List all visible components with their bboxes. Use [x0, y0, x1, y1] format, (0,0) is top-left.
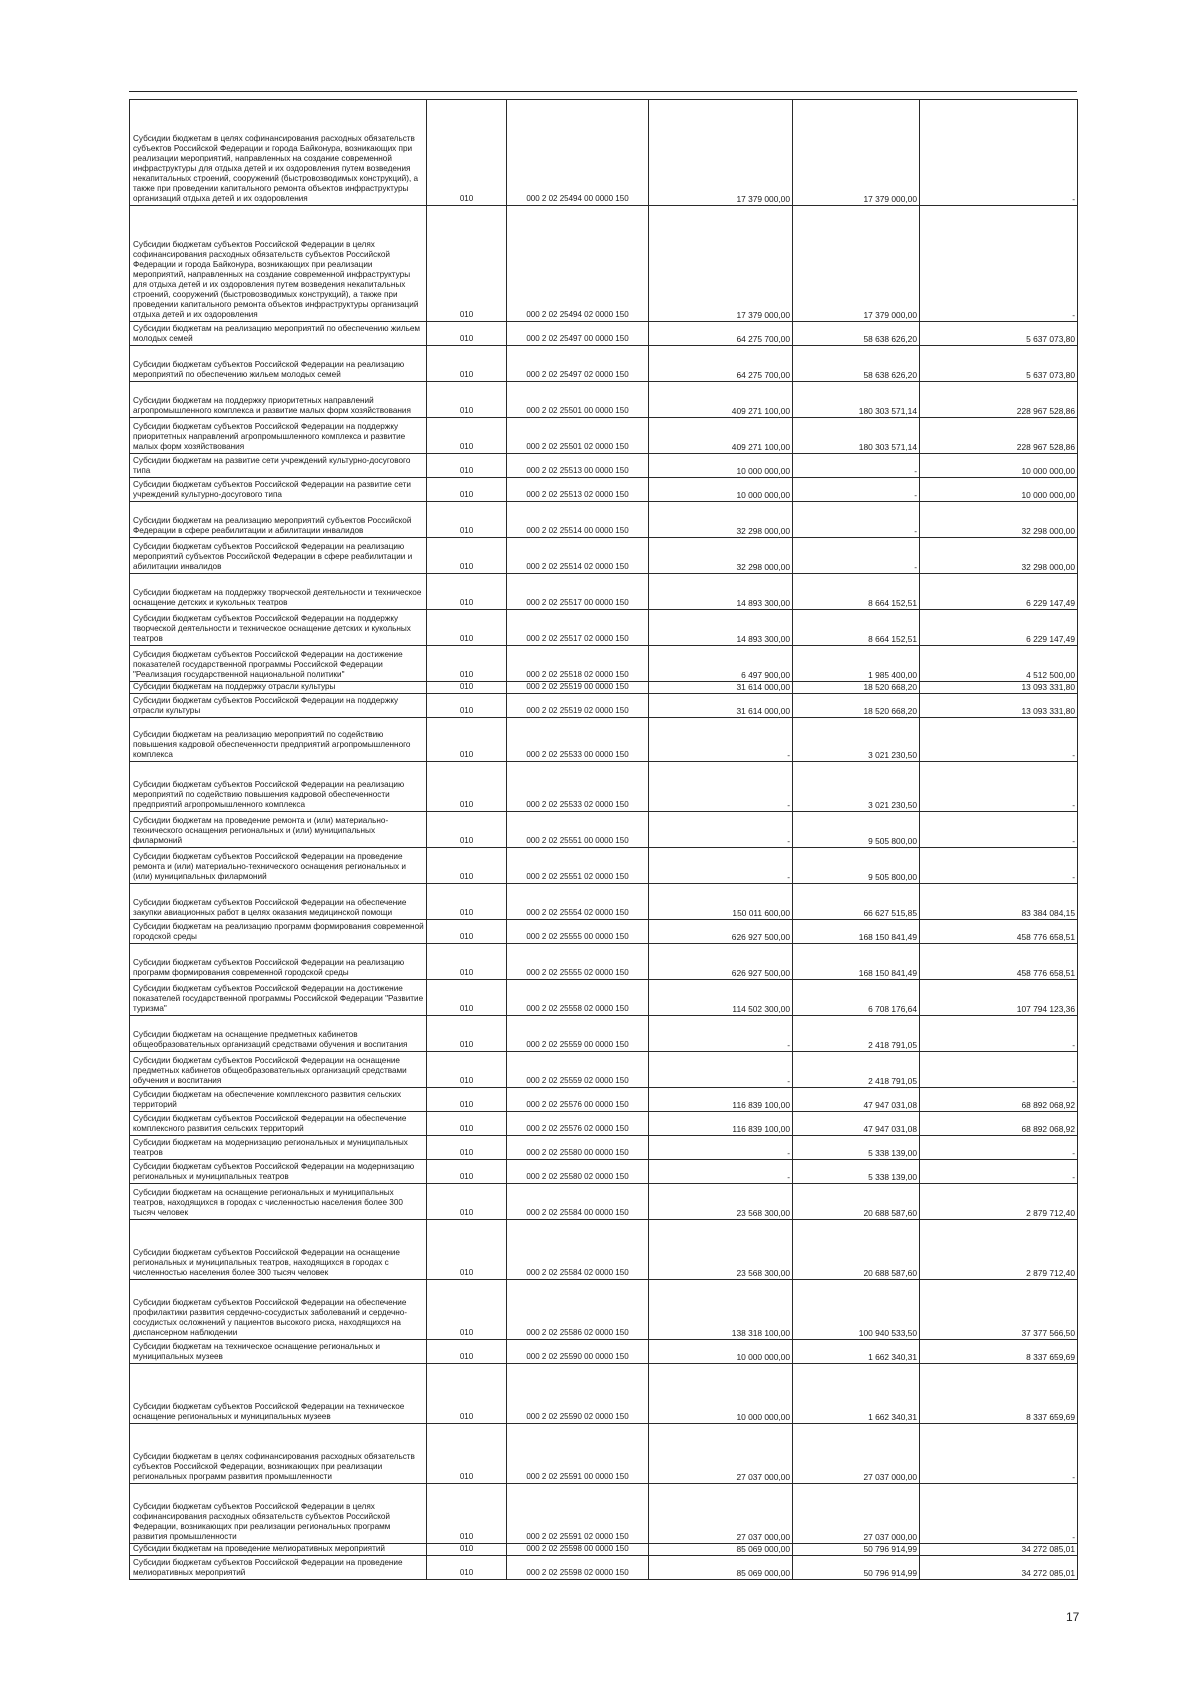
row-executed-amount: 6 708 176,64 — [793, 980, 920, 1016]
table-row — [130, 1556, 1078, 1580]
row-kbk: 000 2 02 25576 00 0000 150 — [507, 1088, 649, 1112]
row-approved-amount: 32 298 000,00 — [649, 502, 793, 538]
row-executed-amount: 180 303 571,14 — [793, 418, 920, 454]
row-approved-amount: 23 568 300,00 — [649, 1184, 793, 1220]
row-name: Субсидии бюджетам на поддержку отрасли культуры — [130, 682, 427, 694]
row-name: Субсидия бюджетам субъектов Российской Федерации на достижение показателей государственной программы Российской Федерации "Реализация государственной национальной политики" — [130, 646, 427, 682]
row-unexecuted-amount: 32 298 000,00 — [920, 538, 1078, 574]
row-executed-amount: 27 037 000,00 — [793, 1424, 920, 1484]
row-name: Субсидии бюджетам на развитие сети учреждений культурно-досугового типа — [130, 454, 427, 478]
table-row — [130, 1160, 1078, 1184]
row-approved-amount: 17 379 000,00 — [649, 206, 793, 322]
row-unexecuted-amount: 68 892 068,92 — [920, 1088, 1078, 1112]
row-code: 010 — [427, 920, 507, 944]
row-kbk: 000 2 02 25497 02 0000 150 — [507, 346, 649, 382]
table-row — [130, 646, 1078, 682]
row-unexecuted-amount: - — [920, 1052, 1078, 1088]
table-row — [130, 1136, 1078, 1160]
row-code: 010 — [427, 884, 507, 920]
row-unexecuted-amount: 8 337 659,69 — [920, 1364, 1078, 1424]
row-executed-amount: 27 037 000,00 — [793, 1484, 920, 1544]
row-code: 010 — [427, 538, 507, 574]
row-code: 010 — [427, 980, 507, 1016]
row-code: 010 — [427, 382, 507, 418]
row-executed-amount: 9 505 800,00 — [793, 848, 920, 884]
row-name: Субсидии бюджетам субъектов Российской Федерации на проведение мелиоративных мероприятий — [130, 1556, 427, 1580]
row-code: 010 — [427, 610, 507, 646]
row-unexecuted-amount: 32 298 000,00 — [920, 502, 1078, 538]
row-code: 010 — [427, 762, 507, 812]
row-code: 010 — [427, 1088, 507, 1112]
row-approved-amount: - — [649, 812, 793, 848]
row-unexecuted-amount: 5 637 073,80 — [920, 346, 1078, 382]
row-executed-amount: - — [793, 454, 920, 478]
table-row — [130, 920, 1078, 944]
row-approved-amount: 64 275 700,00 — [649, 322, 793, 346]
row-kbk: 000 2 02 25598 02 0000 150 — [507, 1556, 649, 1580]
row-code: 010 — [427, 718, 507, 762]
row-code: 010 — [427, 1364, 507, 1424]
row-name: Субсидии бюджетам субъектов Российской Федерации на реализацию программ формирования современной городской среды — [130, 944, 427, 980]
table-row — [130, 206, 1078, 322]
row-executed-amount: 66 627 515,85 — [793, 884, 920, 920]
row-unexecuted-amount: - — [920, 812, 1078, 848]
table-row — [130, 1424, 1078, 1484]
row-kbk: 000 2 02 25494 00 0000 150 — [507, 100, 649, 206]
row-kbk: 000 2 02 25590 02 0000 150 — [507, 1364, 649, 1424]
table-row — [130, 610, 1078, 646]
row-name: Субсидии бюджетам на оснащение предметных кабинетов общеобразовательных организаций средствами обучения и воспитания — [130, 1016, 427, 1052]
table-row — [130, 1280, 1078, 1340]
row-code: 010 — [427, 1556, 507, 1580]
row-unexecuted-amount: 6 229 147,49 — [920, 610, 1078, 646]
row-unexecuted-amount: 13 093 331,80 — [920, 682, 1078, 694]
row-kbk: 000 2 02 25558 02 0000 150 — [507, 980, 649, 1016]
row-name: Субсидии бюджетам на модернизацию региональных и муниципальных театров — [130, 1136, 427, 1160]
row-approved-amount: 27 037 000,00 — [649, 1424, 793, 1484]
row-approved-amount: 17 379 000,00 — [649, 100, 793, 206]
row-approved-amount: - — [649, 762, 793, 812]
row-code: 010 — [427, 322, 507, 346]
row-approved-amount: - — [649, 1016, 793, 1052]
row-unexecuted-amount: 5 637 073,80 — [920, 322, 1078, 346]
row-executed-amount: 58 638 626,20 — [793, 346, 920, 382]
page-number: 17 — [1066, 1610, 1080, 1624]
row-unexecuted-amount: - — [920, 762, 1078, 812]
row-name: Субсидии бюджетам на поддержку творческой деятельности и техническое оснащение детских и кукольных театров — [130, 574, 427, 610]
row-executed-amount: 180 303 571,14 — [793, 382, 920, 418]
row-executed-amount: 2 418 791,05 — [793, 1016, 920, 1052]
row-executed-amount: 168 150 841,49 — [793, 944, 920, 980]
row-executed-amount: 50 796 914,99 — [793, 1544, 920, 1556]
row-kbk: 000 2 02 25598 00 0000 150 — [507, 1544, 649, 1556]
row-unexecuted-amount: 68 892 068,92 — [920, 1112, 1078, 1136]
row-name: Субсидии бюджетам на реализацию программ формирования современной городской среды — [130, 920, 427, 944]
row-kbk: 000 2 02 25513 00 0000 150 — [507, 454, 649, 478]
row-code: 010 — [427, 1340, 507, 1364]
row-kbk: 000 2 02 25533 02 0000 150 — [507, 762, 649, 812]
row-code: 010 — [427, 502, 507, 538]
row-executed-amount: 18 520 668,20 — [793, 682, 920, 694]
row-unexecuted-amount: 10 000 000,00 — [920, 478, 1078, 502]
row-executed-amount: 168 150 841,49 — [793, 920, 920, 944]
row-code: 010 — [427, 694, 507, 718]
row-unexecuted-amount: - — [920, 1484, 1078, 1544]
row-code: 010 — [427, 100, 507, 206]
row-approved-amount: 409 271 100,00 — [649, 418, 793, 454]
table-row — [130, 322, 1078, 346]
row-approved-amount: 10 000 000,00 — [649, 454, 793, 478]
row-name: Субсидии бюджетам на обеспечение комплексного развития сельских территорий — [130, 1088, 427, 1112]
row-code: 010 — [427, 682, 507, 694]
row-approved-amount: - — [649, 718, 793, 762]
row-unexecuted-amount: 458 776 658,51 — [920, 944, 1078, 980]
row-unexecuted-amount: 228 967 528,86 — [920, 418, 1078, 454]
row-name: Субсидии бюджетам на реализацию мероприятий субъектов Российской Федерации в сфере реабилитации и абилитации инвалидов — [130, 502, 427, 538]
row-executed-amount: 58 638 626,20 — [793, 322, 920, 346]
row-executed-amount: 8 664 152,51 — [793, 574, 920, 610]
table-row — [130, 346, 1078, 382]
row-executed-amount: 100 940 533,50 — [793, 1280, 920, 1340]
row-code: 010 — [427, 1544, 507, 1556]
row-name: Субсидии бюджетам на проведение мелиоративных мероприятий — [130, 1544, 427, 1556]
row-approved-amount: 6 497 900,00 — [649, 646, 793, 682]
row-executed-amount: 50 796 914,99 — [793, 1556, 920, 1580]
row-unexecuted-amount: 10 000 000,00 — [920, 454, 1078, 478]
row-name: Субсидии бюджетам на реализацию мероприятий по обеспечению жильем молодых семей — [130, 322, 427, 346]
table-row — [130, 1544, 1078, 1556]
table-row — [130, 718, 1078, 762]
row-approved-amount: 626 927 500,00 — [649, 944, 793, 980]
row-kbk: 000 2 02 25519 02 0000 150 — [507, 694, 649, 718]
row-executed-amount: 17 379 000,00 — [793, 100, 920, 206]
row-code: 010 — [427, 574, 507, 610]
table-row — [130, 980, 1078, 1016]
row-name: Субсидии бюджетам субъектов Российской Федерации на достижение показателей государственной программы Российской Федерации "Развитие туризма" — [130, 980, 427, 1016]
row-name: Субсидии бюджетам субъектов Российской Федерации на реализацию мероприятий по обеспечению жильем молодых семей — [130, 346, 427, 382]
row-name: Субсидии бюджетам на техническое оснащение региональных и муниципальных музеев — [130, 1340, 427, 1364]
row-unexecuted-amount: 83 384 084,15 — [920, 884, 1078, 920]
row-name: Субсидии бюджетам в целях софинансирования расходных обязательств субъектов Российской Федерации и города Байконура, возникающих при реализации мероприятий, направленных на создание современной инфраструктуры для отдыха детей и их оздоровления путем возведения некапитальных строений, сооружений (быстровозводимых конструкций), а также при проведении капитального ремонта объектов инфраструктуры организаций отдыха детей и их оздоровления — [130, 100, 427, 206]
row-executed-amount: 47 947 031,08 — [793, 1088, 920, 1112]
row-code: 010 — [427, 1280, 507, 1340]
table-row — [130, 418, 1078, 454]
table-row — [130, 1112, 1078, 1136]
row-executed-amount: 1 662 340,31 — [793, 1340, 920, 1364]
row-kbk: 000 2 02 25555 00 0000 150 — [507, 920, 649, 944]
row-unexecuted-amount: - — [920, 100, 1078, 206]
revenue-table — [129, 99, 1078, 1580]
row-name: Субсидии бюджетам субъектов Российской Федерации в целях софинансирования расходных обязательств субъектов Российской Федерации и города Байконура, возникающих при реализации мероприятий, направленных на создание современной инфраструктуры для отдыха детей и их оздоровления путем возведения некапитальных строений, сооружений (быстровозводимых конструкций), а также при проведении капитального ремонта объектов инфраструктуры организаций отдыха детей и их оздоровления — [130, 206, 427, 322]
row-kbk: 000 2 02 25554 02 0000 150 — [507, 884, 649, 920]
row-name: Субсидии бюджетам субъектов Российской Федерации на поддержку отрасли культуры — [130, 694, 427, 718]
row-unexecuted-amount: 2 879 712,40 — [920, 1220, 1078, 1280]
row-approved-amount: - — [649, 1136, 793, 1160]
row-kbk: 000 2 02 25519 00 0000 150 — [507, 682, 649, 694]
row-kbk: 000 2 02 25513 02 0000 150 — [507, 478, 649, 502]
row-kbk: 000 2 02 25576 02 0000 150 — [507, 1112, 649, 1136]
row-approved-amount: 10 000 000,00 — [649, 1364, 793, 1424]
row-executed-amount: - — [793, 502, 920, 538]
row-unexecuted-amount: 4 512 500,00 — [920, 646, 1078, 682]
row-approved-amount: 31 614 000,00 — [649, 694, 793, 718]
row-executed-amount: 3 021 230,50 — [793, 762, 920, 812]
row-kbk: 000 2 02 25497 00 0000 150 — [507, 322, 649, 346]
row-name: Субсидии бюджетам на оснащение региональных и муниципальных театров, находящихся в городах с численностью населения более 300 тысяч человек — [130, 1184, 427, 1220]
table-row — [130, 574, 1078, 610]
row-unexecuted-amount: 8 337 659,69 — [920, 1340, 1078, 1364]
row-kbk: 000 2 02 25559 00 0000 150 — [507, 1016, 649, 1052]
row-name: Субсидии бюджетам в целях софинансирования расходных обязательств субъектов Российской Федерации, возникающих при реализации региональных программ развития промышленности — [130, 1424, 427, 1484]
table-row — [130, 1016, 1078, 1052]
table-row — [130, 1220, 1078, 1280]
row-approved-amount: 114 502 300,00 — [649, 980, 793, 1016]
row-unexecuted-amount: - — [920, 848, 1078, 884]
row-executed-amount: 1 985 400,00 — [793, 646, 920, 682]
row-unexecuted-amount: 107 794 123,36 — [920, 980, 1078, 1016]
row-kbk: 000 2 02 25591 00 0000 150 — [507, 1424, 649, 1484]
row-name: Субсидии бюджетам на проведение ремонта и (или) материально-технического оснащения региональных и (или) муниципальных филармоний — [130, 812, 427, 848]
row-code: 010 — [427, 418, 507, 454]
row-approved-amount: 409 271 100,00 — [649, 382, 793, 418]
row-name: Субсидии бюджетам субъектов Российской Федерации на обеспечение комплексного развития сельских территорий — [130, 1112, 427, 1136]
row-code: 010 — [427, 206, 507, 322]
row-kbk: 000 2 02 25551 00 0000 150 — [507, 812, 649, 848]
row-executed-amount: 5 338 139,00 — [793, 1136, 920, 1160]
row-executed-amount: 20 688 587,60 — [793, 1220, 920, 1280]
row-unexecuted-amount: 34 272 085,01 — [920, 1544, 1078, 1556]
row-kbk: 000 2 02 25501 00 0000 150 — [507, 382, 649, 418]
row-code: 010 — [427, 944, 507, 980]
row-kbk: 000 2 02 25584 00 0000 150 — [507, 1184, 649, 1220]
row-approved-amount: 85 069 000,00 — [649, 1556, 793, 1580]
table-row — [130, 478, 1078, 502]
row-code: 010 — [427, 1112, 507, 1136]
row-code: 010 — [427, 1016, 507, 1052]
row-approved-amount: 10 000 000,00 — [649, 478, 793, 502]
table-top-rule — [129, 91, 1077, 92]
row-code: 010 — [427, 646, 507, 682]
row-approved-amount: 23 568 300,00 — [649, 1220, 793, 1280]
row-approved-amount: - — [649, 1052, 793, 1088]
row-executed-amount: 47 947 031,08 — [793, 1112, 920, 1136]
row-unexecuted-amount: - — [920, 206, 1078, 322]
row-executed-amount: 8 664 152,51 — [793, 610, 920, 646]
row-name: Субсидии бюджетам субъектов Российской Федерации на обеспечение профилактики развития сердечно-сосудистых заболеваний и сердечно-сосудистых осложнений у пациентов высокого риска, находящихся на диспансерном наблюдении — [130, 1280, 427, 1340]
row-code: 010 — [427, 1424, 507, 1484]
row-approved-amount: 150 011 600,00 — [649, 884, 793, 920]
row-code: 010 — [427, 1160, 507, 1184]
table-row — [130, 1184, 1078, 1220]
row-kbk: 000 2 02 25518 02 0000 150 — [507, 646, 649, 682]
row-kbk: 000 2 02 25551 02 0000 150 — [507, 848, 649, 884]
row-unexecuted-amount: 2 879 712,40 — [920, 1184, 1078, 1220]
row-approved-amount: 626 927 500,00 — [649, 920, 793, 944]
row-name: Субсидии бюджетам субъектов Российской Федерации на развитие сети учреждений культурно-досугового типа — [130, 478, 427, 502]
row-code: 010 — [427, 1220, 507, 1280]
row-code: 010 — [427, 454, 507, 478]
table-row — [130, 694, 1078, 718]
row-kbk: 000 2 02 25580 02 0000 150 — [507, 1160, 649, 1184]
row-unexecuted-amount: - — [920, 718, 1078, 762]
row-name: Субсидии бюджетам на поддержку приоритетных направлений агропромышленного комплекса и развитие малых форм хозяйствования — [130, 382, 427, 418]
table-row — [130, 538, 1078, 574]
row-name: Субсидии бюджетам субъектов Российской Федерации на техническое оснащение региональных и муниципальных музеев — [130, 1364, 427, 1424]
row-approved-amount: - — [649, 848, 793, 884]
row-executed-amount: 20 688 587,60 — [793, 1184, 920, 1220]
row-name: Субсидии бюджетам субъектов Российской Федерации на проведение ремонта и (или) материально-технического оснащения региональных и (или) муниципальных филармоний — [130, 848, 427, 884]
row-name: Субсидии бюджетам субъектов Российской Федерации на реализацию мероприятий по содействию повышения кадровой обеспеченности предприятий агропромышленного комплекса — [130, 762, 427, 812]
row-code: 010 — [427, 346, 507, 382]
row-kbk: 000 2 02 25580 00 0000 150 — [507, 1136, 649, 1160]
row-code: 010 — [427, 1136, 507, 1160]
row-unexecuted-amount: 34 272 085,01 — [920, 1556, 1078, 1580]
row-executed-amount: 17 379 000,00 — [793, 206, 920, 322]
row-approved-amount: 27 037 000,00 — [649, 1484, 793, 1544]
row-unexecuted-amount: 6 229 147,49 — [920, 574, 1078, 610]
row-code: 010 — [427, 1184, 507, 1220]
row-name: Субсидии бюджетам субъектов Российской Федерации на поддержку творческой деятельности и техническое оснащение детских и кукольных театров — [130, 610, 427, 646]
row-kbk: 000 2 02 25517 02 0000 150 — [507, 610, 649, 646]
row-kbk: 000 2 02 25559 02 0000 150 — [507, 1052, 649, 1088]
table-row — [130, 682, 1078, 694]
row-kbk: 000 2 02 25514 02 0000 150 — [507, 538, 649, 574]
row-code: 010 — [427, 1484, 507, 1544]
row-name: Субсидии бюджетам субъектов Российской Федерации на поддержку приоритетных направлений агропромышленного комплекса и развитие малых форм хозяйствования — [130, 418, 427, 454]
row-executed-amount: 1 662 340,31 — [793, 1364, 920, 1424]
table-row — [130, 848, 1078, 884]
table-row — [130, 1088, 1078, 1112]
row-executed-amount: 5 338 139,00 — [793, 1160, 920, 1184]
row-name: Субсидии бюджетам субъектов Российской Федерации на модернизацию региональных и муниципальных театров — [130, 1160, 427, 1184]
row-kbk: 000 2 02 25590 00 0000 150 — [507, 1340, 649, 1364]
table-row — [130, 454, 1078, 478]
row-code: 010 — [427, 848, 507, 884]
table-body — [130, 100, 1078, 1580]
row-kbk: 000 2 02 25533 00 0000 150 — [507, 718, 649, 762]
row-kbk: 000 2 02 25494 02 0000 150 — [507, 206, 649, 322]
row-approved-amount: 138 318 100,00 — [649, 1280, 793, 1340]
row-executed-amount: 3 021 230,50 — [793, 718, 920, 762]
row-approved-amount: 116 839 100,00 — [649, 1088, 793, 1112]
row-unexecuted-amount: - — [920, 1136, 1078, 1160]
row-approved-amount: 85 069 000,00 — [649, 1544, 793, 1556]
row-name: Субсидии бюджетам субъектов Российской Федерации в целях софинансирования расходных обязательств субъектов Российской Федерации, возникающих при реализации региональных программ развития промышленности — [130, 1484, 427, 1544]
row-approved-amount: 14 893 300,00 — [649, 574, 793, 610]
row-unexecuted-amount: 37 377 566,50 — [920, 1280, 1078, 1340]
row-executed-amount: - — [793, 538, 920, 574]
row-unexecuted-amount: 458 776 658,51 — [920, 920, 1078, 944]
row-unexecuted-amount: 13 093 331,80 — [920, 694, 1078, 718]
row-kbk: 000 2 02 25517 00 0000 150 — [507, 574, 649, 610]
row-approved-amount: 64 275 700,00 — [649, 346, 793, 382]
row-executed-amount: 9 505 800,00 — [793, 812, 920, 848]
row-kbk: 000 2 02 25501 02 0000 150 — [507, 418, 649, 454]
row-executed-amount: - — [793, 478, 920, 502]
row-kbk: 000 2 02 25584 02 0000 150 — [507, 1220, 649, 1280]
row-code: 010 — [427, 1052, 507, 1088]
row-unexecuted-amount: - — [920, 1160, 1078, 1184]
row-name: Субсидии бюджетам на реализацию мероприятий по содействию повышения кадровой обеспеченности предприятий агропромышленного комплекса — [130, 718, 427, 762]
table-row — [130, 1052, 1078, 1088]
row-unexecuted-amount: - — [920, 1424, 1078, 1484]
table-row — [130, 762, 1078, 812]
row-unexecuted-amount: 228 967 528,86 — [920, 382, 1078, 418]
table-row — [130, 1340, 1078, 1364]
table-row — [130, 502, 1078, 538]
row-name: Субсидии бюджетам субъектов Российской Федерации на реализацию мероприятий субъектов Российской Федерации в сфере реабилитации и абилитации инвалидов — [130, 538, 427, 574]
row-kbk: 000 2 02 25586 02 0000 150 — [507, 1280, 649, 1340]
row-name: Субсидии бюджетам субъектов Российской Федерации на оснащение предметных кабинетов общеобразовательных организаций средствами обучения и воспитания — [130, 1052, 427, 1088]
row-kbk: 000 2 02 25555 02 0000 150 — [507, 944, 649, 980]
row-kbk: 000 2 02 25514 00 0000 150 — [507, 502, 649, 538]
table-row — [130, 884, 1078, 920]
row-kbk: 000 2 02 25591 02 0000 150 — [507, 1484, 649, 1544]
row-code: 010 — [427, 812, 507, 848]
row-executed-amount: 18 520 668,20 — [793, 694, 920, 718]
table-row — [130, 100, 1078, 206]
row-name: Субсидии бюджетам субъектов Российской Федерации на обеспечение закупки авиационных работ в целях оказания медицинской помощи — [130, 884, 427, 920]
table-row — [130, 382, 1078, 418]
row-approved-amount: 32 298 000,00 — [649, 538, 793, 574]
row-name: Субсидии бюджетам субъектов Российской Федерации на оснащение региональных и муниципальных театров, находящихся в городах с численностью населения более 300 тысяч человек — [130, 1220, 427, 1280]
table-row — [130, 1484, 1078, 1544]
row-approved-amount: 14 893 300,00 — [649, 610, 793, 646]
row-executed-amount: 2 418 791,05 — [793, 1052, 920, 1088]
row-approved-amount: 10 000 000,00 — [649, 1340, 793, 1364]
row-approved-amount: 31 614 000,00 — [649, 682, 793, 694]
table-row — [130, 944, 1078, 980]
row-approved-amount: - — [649, 1160, 793, 1184]
row-unexecuted-amount: - — [920, 1016, 1078, 1052]
table-row — [130, 1364, 1078, 1424]
table-row — [130, 812, 1078, 848]
row-approved-amount: 116 839 100,00 — [649, 1112, 793, 1136]
row-code: 010 — [427, 478, 507, 502]
